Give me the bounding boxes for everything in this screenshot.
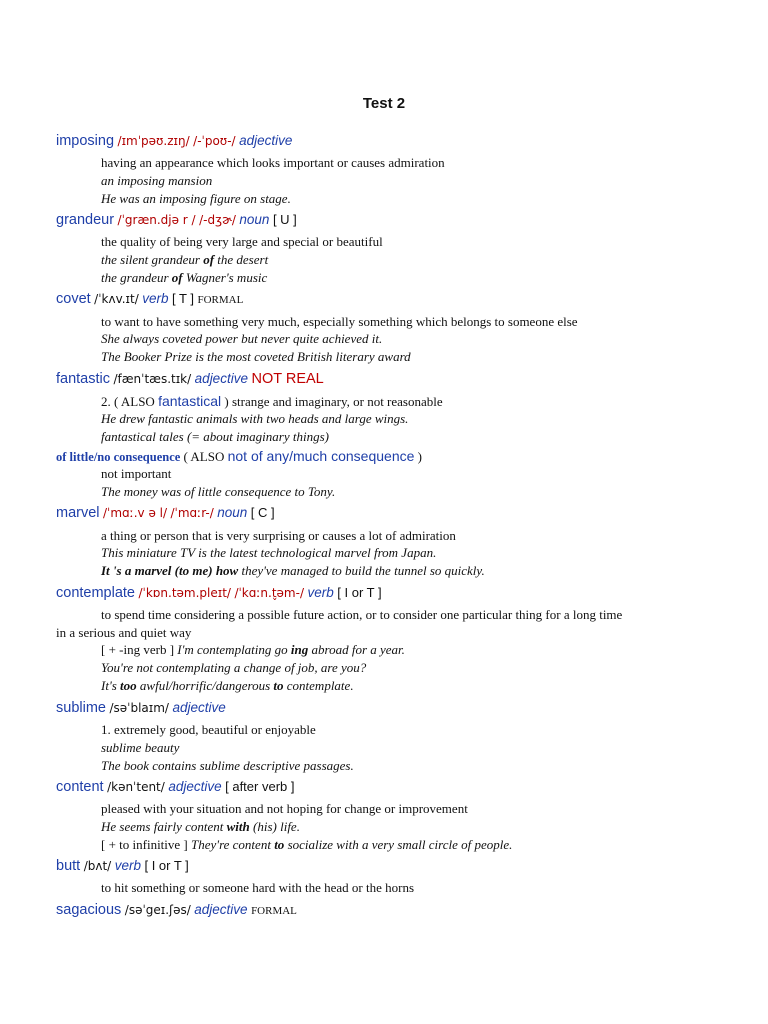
part-of-speech: adjective	[239, 133, 293, 148]
example: The book contains sublime descriptive passages.	[101, 758, 354, 773]
entry-grandeur-headword	[56, 211, 297, 230]
sense-note: NOT REAL	[251, 371, 324, 387]
part-of-speech: noun	[217, 505, 248, 520]
pronunciation-uk: /ˈgræn.djə r /	[117, 213, 196, 227]
headword: sublime	[56, 700, 106, 716]
example: The money was of little consequence to Tony.	[101, 484, 336, 499]
example-text: the silent grandeur	[101, 252, 204, 267]
headword: butt	[56, 858, 81, 874]
pronunciation: /fænˈtæs.tɪk/	[113, 372, 192, 386]
entry-marvel-headword	[56, 504, 275, 523]
example-text: (his) life.	[249, 819, 300, 834]
pronunciation-us: /ˈkɑːn.t̬əm-/	[234, 586, 304, 600]
example: He drew fantastic animals with two heads and large wings.	[101, 411, 409, 426]
entry-sublime-headword	[56, 699, 226, 718]
pronunciation: /səˈblaɪm/	[109, 701, 169, 715]
example	[101, 641, 405, 659]
definition: to hit something or someone hard with the head or the horns	[101, 880, 415, 895]
example-text: they've managed to build the tunnel so quickly.	[238, 563, 485, 578]
part-of-speech: verb	[114, 858, 141, 873]
example: She always coveted power but never quite achieved it.	[101, 331, 383, 346]
entry-fantastic-headword	[56, 370, 324, 389]
grammar-code: [ I or T ]	[337, 585, 382, 600]
register-label: FORMAL	[251, 905, 297, 917]
part-of-speech: verb	[307, 585, 334, 600]
headword: marvel	[56, 505, 100, 521]
example: He was an imposing figure on stage.	[101, 191, 291, 206]
definition: not important	[101, 466, 172, 481]
page-title: Test 2	[362, 95, 406, 112]
example	[101, 677, 354, 695]
example-keyword: (to me) how	[174, 563, 239, 578]
grammar-code: [ after verb ]	[225, 779, 295, 794]
part-of-speech: verb	[142, 291, 169, 306]
definition: the quality of being very large and special or beautiful	[101, 234, 383, 249]
pronunciation-uk: /ˈmɑː.v ə l/	[103, 506, 168, 520]
pronunciation-us: /-ˈpoʊ-/	[193, 134, 236, 148]
entry-contemplate-headword	[56, 584, 382, 603]
headword: sagacious	[56, 902, 122, 918]
example: This miniature TV is the latest technological marvel from Japan.	[101, 545, 437, 560]
example-keyword: with	[226, 819, 250, 834]
pronunciation: /bʌt/	[83, 859, 112, 873]
definition: to want to have something very much, especially something which belongs to someone else	[101, 314, 578, 329]
part-of-speech: adjective	[194, 371, 248, 386]
part-of-speech: adjective	[168, 779, 222, 794]
grammar-code: [ U ]	[272, 212, 297, 227]
example	[101, 269, 267, 287]
definition: having an appearance which looks important or causes admiration	[101, 155, 445, 170]
headword: grandeur	[56, 212, 115, 228]
pronunciation: /ˈkʌv.ɪt/	[94, 292, 139, 306]
grammar-code: [ T ]	[172, 291, 194, 306]
example	[101, 251, 268, 269]
example	[101, 562, 485, 580]
example-text: I'm contemplating go	[177, 642, 291, 657]
pronunciation-us: /ˈmɑːr-/	[170, 506, 214, 520]
pronunciation: /səˈgeɪ.ʃəs/	[124, 903, 191, 917]
definition: 1. extremely good, beautiful or enjoyable	[101, 722, 316, 737]
example-keyword: to	[274, 837, 285, 852]
definition-text: 2. ( ALSO	[101, 394, 159, 409]
example: an imposing mansion	[101, 173, 213, 188]
example-text: Wagner's music	[182, 270, 268, 285]
grammar-pattern: [ + -ing verb ]	[101, 642, 178, 657]
example-keyword: It 's a marvel	[101, 563, 175, 578]
grammar-code: [ I or T ]	[144, 858, 189, 873]
example-text: contemplate.	[283, 678, 354, 693]
example-text: It's	[101, 678, 121, 693]
pronunciation-us: /-dʒɚ/	[199, 213, 236, 227]
definition	[101, 392, 443, 411]
grammar-pattern: [ + to infinitive ]	[101, 837, 192, 852]
pronunciation-uk: /ˈkɒn.təm.pleɪt/	[138, 586, 231, 600]
entry-content-headword	[56, 778, 294, 797]
example-keyword: of	[203, 252, 215, 267]
example-text: He seems fairly content	[101, 819, 227, 834]
pronunciation-uk: /ɪmˈpəʊ.zɪŋ/	[117, 134, 190, 148]
example-keyword: of	[171, 270, 183, 285]
register-label: FORMAL	[197, 294, 244, 306]
entry-covet-headword	[56, 290, 243, 309]
headword: covet	[56, 291, 91, 307]
example-text: the grandeur	[101, 270, 172, 285]
headword: fantastic	[56, 371, 110, 387]
definition: pleased with your situation and not hoping for change or improvement	[101, 801, 468, 816]
part-of-speech: adjective	[194, 902, 248, 917]
example-text: socialize with a very small circle of people.	[284, 837, 513, 852]
headword: imposing	[56, 133, 115, 149]
example-text: They're content	[191, 837, 275, 852]
definition: a thing or person that is very surprising or causes a lot of admiration	[101, 528, 456, 543]
headword: content	[56, 779, 104, 795]
part-of-speech: noun	[239, 212, 270, 227]
definition-continued: in a serious and quiet way	[56, 625, 192, 640]
example: sublime beauty	[101, 740, 180, 755]
definition-text: ) strange and imaginary, or not reasonable	[221, 394, 443, 409]
example-keyword: too	[120, 678, 137, 693]
definition: to spend time considering a possible future action, or to consider one particular thing for a long time	[101, 607, 623, 622]
alternative-word: fantastical	[158, 393, 222, 409]
also-label: ( ALSO	[180, 449, 228, 464]
also-label-close: )	[414, 449, 422, 464]
example-keyword: to	[273, 678, 284, 693]
example-text: abroad for a year.	[308, 642, 405, 657]
entry-sagacious-headword	[56, 901, 297, 920]
alternative-phrase: not of any/much consequence	[227, 448, 415, 464]
headword: of little/no consequence	[56, 450, 181, 464]
entry-butt-headword	[56, 857, 189, 876]
example-keyword: ing	[290, 642, 309, 657]
example: fantastical tales (= about imaginary things)	[101, 429, 329, 444]
example	[101, 818, 300, 836]
entry-imposing-headword	[56, 132, 292, 151]
entry-consequence-headword	[56, 447, 422, 467]
headword: contemplate	[56, 585, 135, 601]
example-text: the desert	[214, 252, 269, 267]
example: You're not contemplating a change of job, are you?	[101, 660, 367, 675]
pronunciation: /kənˈtent/	[107, 780, 165, 794]
grammar-code: [ C ]	[250, 505, 275, 520]
example-text: awful/horrific/dangerous	[136, 678, 274, 693]
example: The Booker Prize is the most coveted British literary award	[101, 349, 411, 364]
example	[101, 836, 512, 854]
part-of-speech: adjective	[172, 700, 226, 715]
